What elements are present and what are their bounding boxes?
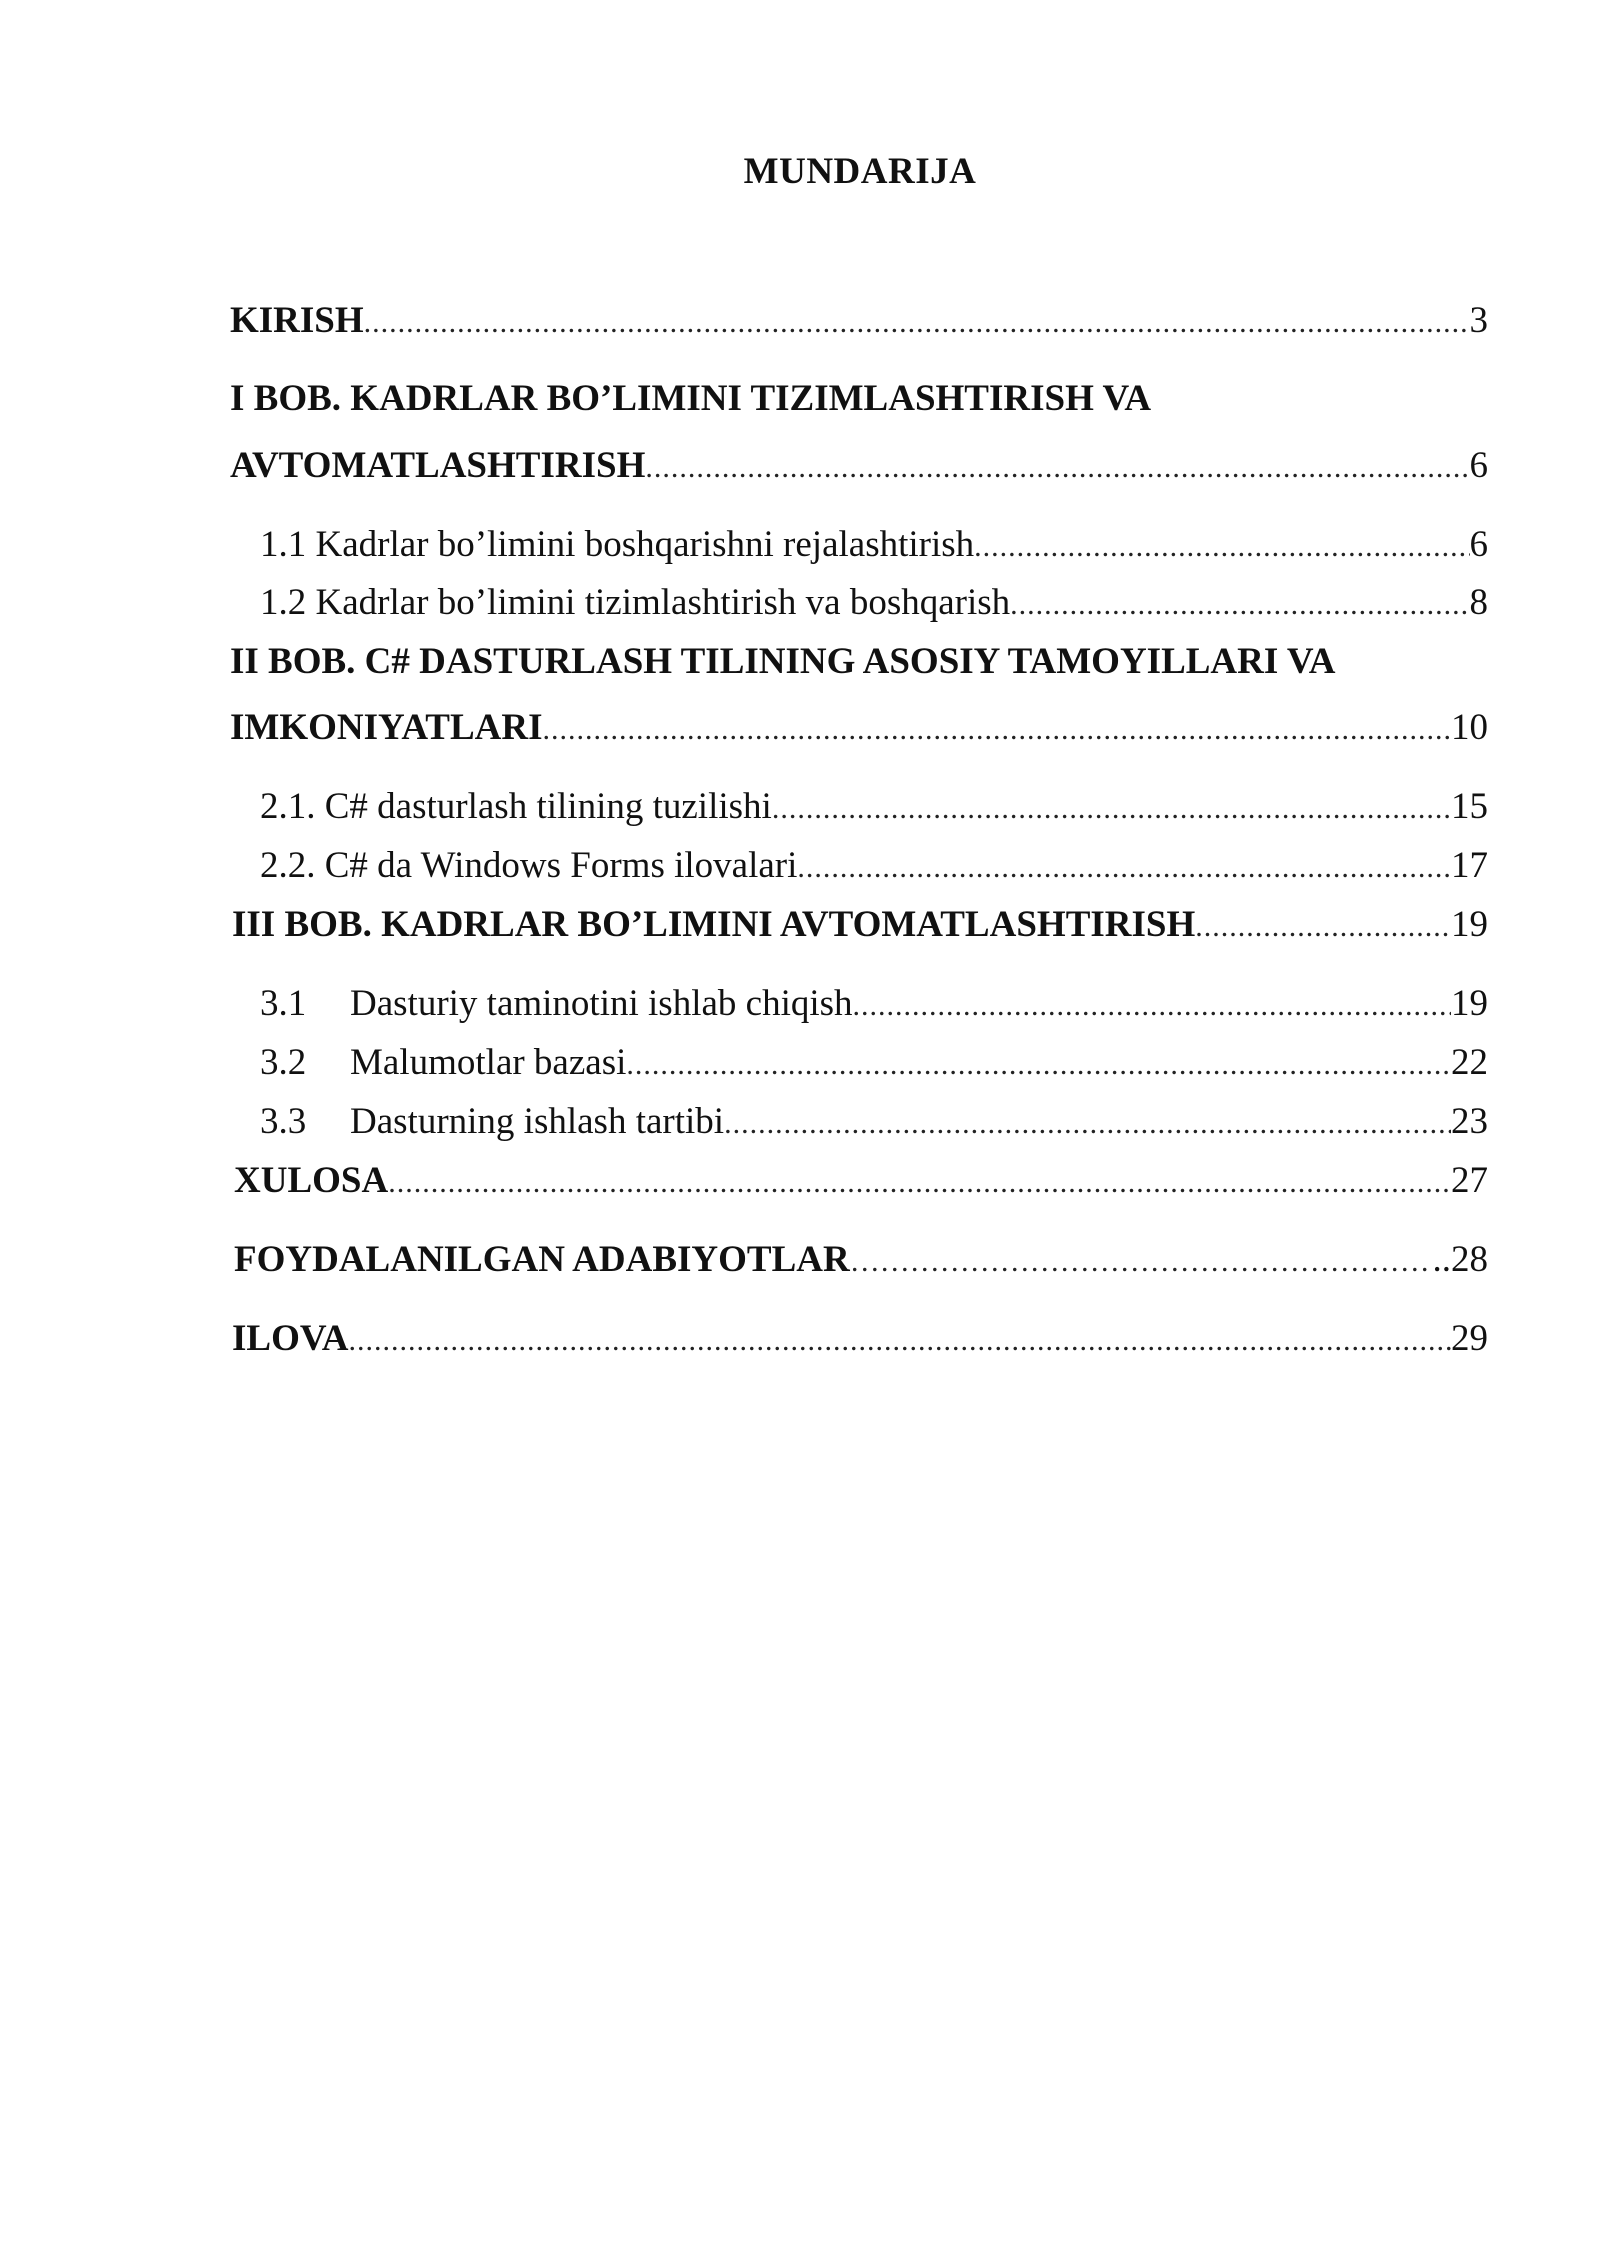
toc-entry-page: 15: [1451, 786, 1488, 827]
toc-entry-page: 6: [1469, 524, 1488, 565]
toc-leader-dots: [626, 1050, 1451, 1080]
toc-entry-page: 3: [1469, 300, 1488, 341]
toc-entry-page: 8: [1469, 582, 1488, 623]
toc-leader-dots: [974, 532, 1469, 562]
toc-entry-label: AVTOMATLASHTIRISH: [230, 445, 646, 486]
toc-entry-page: 23: [1451, 1101, 1488, 1142]
toc-leader-dots: [853, 991, 1451, 1021]
toc-leader-dots: [388, 1168, 1451, 1198]
toc-leader-dots: [1010, 590, 1469, 620]
toc-entry-number: 3.3: [260, 1101, 307, 1142]
toc-leader-dots: [349, 1326, 1451, 1356]
toc-entry-page: 29: [1451, 1318, 1488, 1359]
toc-entry-adabiyotlar[interactable]: [234, 1241, 1488, 1278]
toc-leader-dots: [1195, 912, 1451, 942]
toc-entry-2-1[interactable]: [260, 788, 1488, 825]
toc-entry-page: 27: [1451, 1160, 1488, 1201]
toc-entry-page: 17: [1451, 845, 1488, 886]
toc-entry-label: XULOSA: [234, 1160, 389, 1201]
toc-entry-label: 3.3 Dasturning ishlash tartibi: [260, 1101, 725, 1142]
toc-leader-dots: [543, 715, 1452, 745]
toc-entry-page: ..28: [1432, 1239, 1488, 1280]
toc-leader-dots: [724, 1109, 1451, 1139]
toc-entry-page: 10: [1451, 707, 1488, 748]
toc-entry-2-2[interactable]: [260, 847, 1488, 884]
toc-entry-label: 1.1 Kadrlar bo’limini boshqarishni rejalashtirish: [260, 524, 975, 565]
toc-entry-label: KIRISH: [230, 300, 364, 341]
toc-entry-number: 3.1: [260, 983, 307, 1024]
toc-entry-1-1[interactable]: [260, 526, 1488, 563]
toc-entry-chapter-1[interactable]: [230, 447, 1488, 484]
toc-entry-page: 19: [1451, 904, 1488, 945]
toc-entry-label: 1.2 Kadrlar bo’limini tizimlashtirish va boshqarish: [260, 582, 1011, 623]
toc-entry-page: 6: [1469, 445, 1488, 486]
toc-entry-label: 3.1 Dasturiy taminotini ishlab chiqish: [260, 983, 853, 1024]
toc-entry-3-1[interactable]: [260, 985, 1488, 1022]
toc-entry-xulosa[interactable]: [234, 1162, 1488, 1199]
toc-entry-page: 22: [1451, 1042, 1488, 1083]
toc-entry-label: III BOB. KADRLAR BO’LIMINI AVTOMATLASHTIRISH: [232, 904, 1196, 945]
toc-entry-label: 2.2. C# da Windows Forms ilovalari: [260, 845, 798, 886]
toc-entry-chapter-3[interactable]: [232, 906, 1488, 943]
toc-entry-kirish[interactable]: [230, 302, 1488, 339]
toc-entry-number: 3.2: [260, 1042, 307, 1083]
toc-leader-dots: [850, 1247, 1433, 1277]
toc-leader-dots: [797, 853, 1451, 883]
toc-entry-1-2[interactable]: [260, 584, 1488, 621]
toc-leader-dots: [772, 794, 1451, 824]
toc-entry-label: ILOVA: [232, 1318, 349, 1359]
toc-entry-ilova[interactable]: [232, 1320, 1488, 1357]
toc-entry-3-3[interactable]: [260, 1103, 1488, 1140]
toc-entry-chapter-2[interactable]: [230, 709, 1488, 746]
toc-entry-label: 2.1. C# dasturlash tilining tuzilishi: [260, 786, 772, 827]
toc-entry-page: 19: [1451, 983, 1488, 1024]
toc-entry-label: IMKONIYATLARI: [230, 707, 543, 748]
toc-entry-chapter-1-line-1[interactable]: I BOB. KADRLAR BO’LIMINI TIZIMLASHTIRISH VA: [230, 378, 1152, 419]
page-title: MUNDARIJA: [743, 151, 977, 192]
toc-entry-chapter-2-line-1[interactable]: II BOB. C# DASTURLASH TILINING ASOSIY TAMOYILLARI VA: [230, 641, 1336, 682]
toc-leader-dots: [645, 453, 1469, 483]
toc-entry-3-2[interactable]: [260, 1044, 1488, 1081]
toc-entry-label: FOYDALANILGAN ADABIYOTLAR: [234, 1239, 850, 1280]
toc-leader-dots: [364, 308, 1470, 338]
toc-entry-label: 3.2 Malumotlar bazasi: [260, 1042, 627, 1083]
